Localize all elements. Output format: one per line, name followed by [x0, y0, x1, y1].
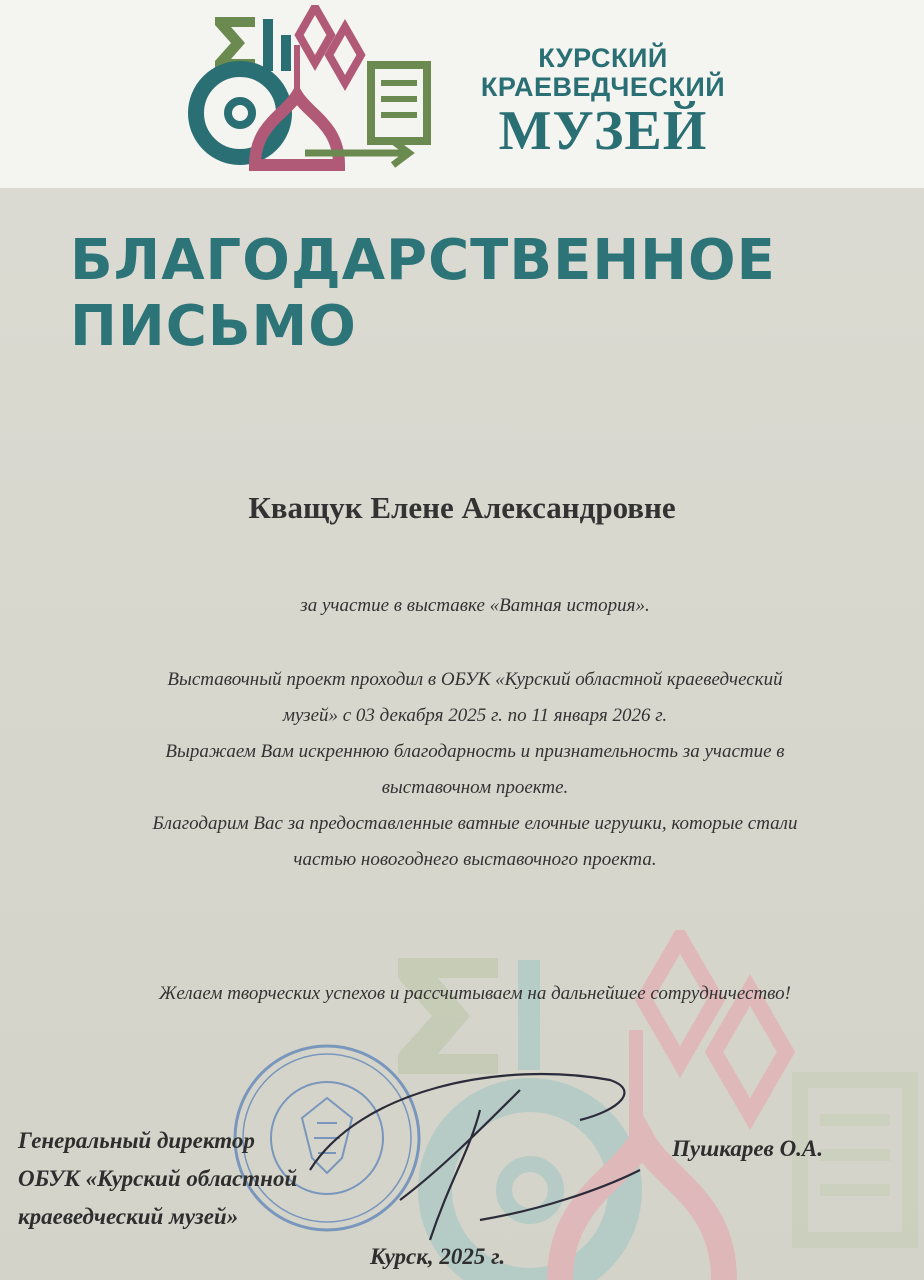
- body-line3: Выражаем Вам искреннюю благодарность и признательность за участие в: [165, 741, 785, 762]
- body-line1: Выставочный проект проходил в ОБУК «Курский областной краеведческий: [167, 669, 783, 690]
- reason-text: за участие в выставке «Ватная история».: [300, 595, 650, 616]
- body-line6: частью новогоднего выставочного проекта.: [293, 849, 657, 870]
- recipient-name: Кващук Елене Александровне: [248, 490, 676, 525]
- city-year: Курск, 2025 г.: [370, 1244, 506, 1269]
- body-paragraph: [60, 662, 890, 878]
- museum-name-line3: МУЗЕЙ: [498, 100, 708, 162]
- body-line5: Благодарим Вас за предоставленные ватные елочные игрушки, которые стали: [152, 813, 798, 834]
- body-line4: выставочном проекте.: [381, 777, 569, 798]
- wish-text: Желаем творческих успехов и рассчитываем на дальнейшее сотрудничество!: [158, 983, 792, 1004]
- body-line2: музей» с 03 декабря 2025 г. по 11 января 2026 г.: [282, 705, 668, 726]
- document-title: [70, 228, 890, 360]
- museum-name-line2: КРАЕВЕДЧЕСКИЙ: [480, 72, 726, 102]
- signer-position: [18, 1122, 297, 1236]
- title-line2: ПИСЬМО: [70, 294, 357, 359]
- position-line2: ОБУК «Курский областной: [18, 1166, 298, 1191]
- signer-name: Пушкарев О.А.: [672, 1136, 824, 1161]
- museum-name: [468, 44, 738, 160]
- signature-scribble: [280, 1050, 650, 1250]
- museum-logo-icon: [185, 5, 445, 175]
- museum-name-line1: КУРСКИЙ: [538, 43, 668, 73]
- title-line1: БЛАГОДАРСТВЕННОЕ: [70, 228, 776, 293]
- position-line3: краеведческий музей»: [18, 1204, 239, 1229]
- header-band: [0, 0, 924, 188]
- position-line1: Генеральный директор: [18, 1128, 255, 1153]
